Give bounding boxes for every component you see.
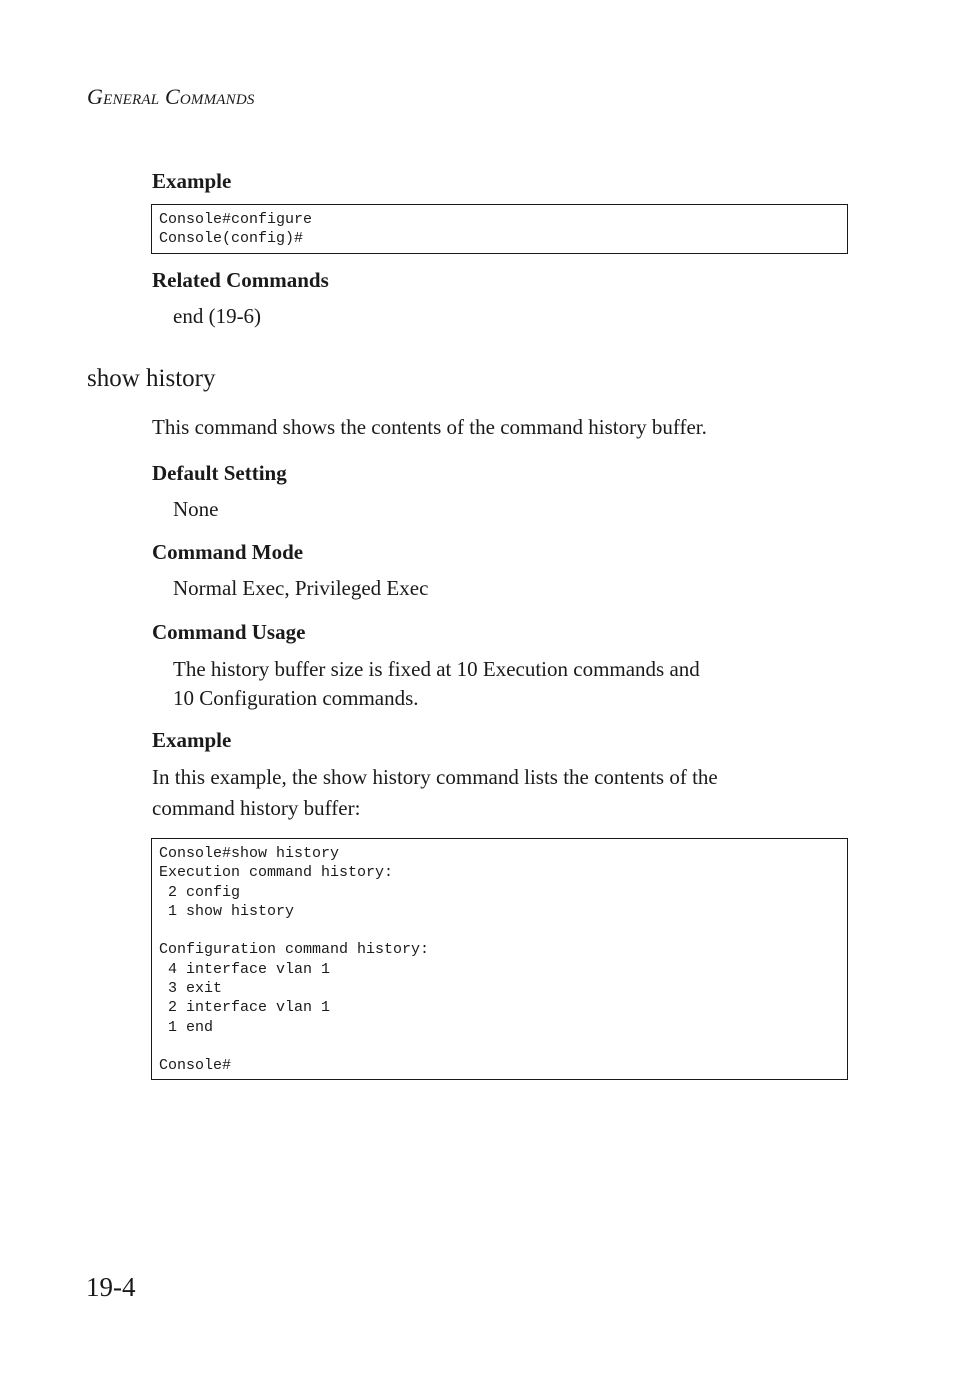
example-heading: Example [152, 169, 232, 193]
default-setting-heading: Default Setting [152, 461, 287, 485]
command-usage-line: 10 Configuration commands. [173, 686, 419, 710]
default-setting-text: None [173, 497, 219, 521]
related-commands-heading: Related Commands [152, 268, 329, 292]
command-usage-line: The history buffer size is fixed at 10 Execution commands and [173, 657, 700, 681]
command-usage-text [173, 655, 700, 713]
section-title: show history [87, 365, 216, 392]
example-description [152, 762, 718, 824]
running-head: General Commands [87, 84, 255, 109]
code-text: Console#configure Console(config)# [159, 211, 313, 248]
related-command-link: end (19-6) [173, 304, 262, 328]
example-heading: Example [152, 728, 232, 752]
example-description-line: command history buffer: [152, 796, 361, 820]
code-text: Console#show history Execution command history: 2 config 1 show history Configuration command history: 4 interface vlan 1 3 exit 2 interface vlan 1 1 end Console# [159, 845, 430, 1075]
code-example-configure [151, 204, 848, 254]
command-description: This command shows the contents of the command history buffer. [152, 415, 707, 439]
command-mode-heading: Command Mode [152, 540, 304, 564]
command-mode-text: Normal Exec, Privileged Exec [173, 576, 429, 600]
command-usage-heading: Command Usage [152, 620, 306, 644]
example-description-line: In this example, the show history command lists the contents of the [152, 765, 718, 789]
code-example-show-history [151, 838, 848, 1080]
page-number: 19-4 [86, 1272, 136, 1302]
